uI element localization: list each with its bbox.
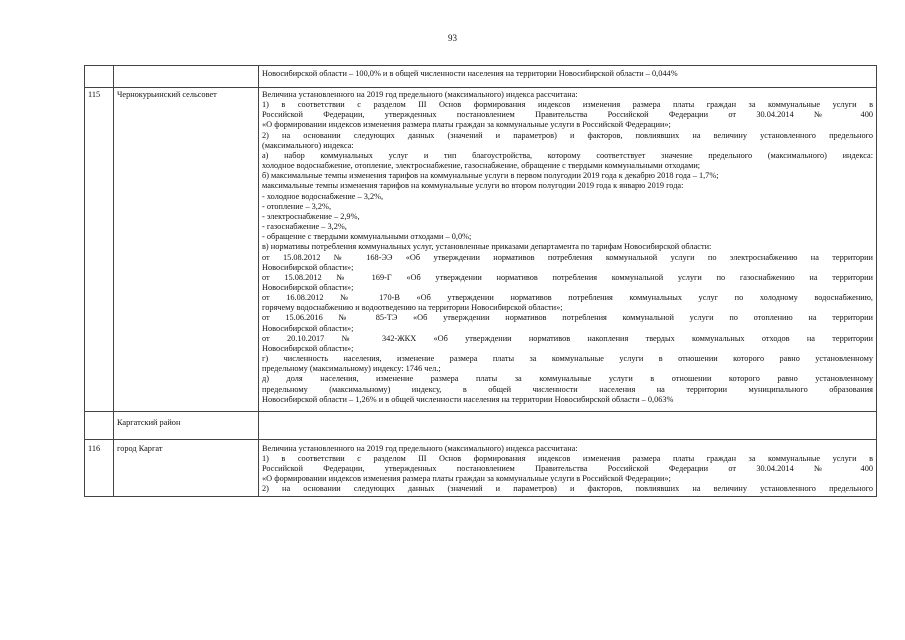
text-line: 2) на основании следующих данных (значений и параметров) и факторов, повлиявших на величину установленного предельного [262, 484, 873, 494]
municipality-cell: Чернокурьинский сельсовет [114, 88, 259, 412]
text-line: Новосибирской области»; [262, 282, 354, 292]
text-line: д) доля населения, изменение размера платы за коммунальные услуги в отношении которого равно установленному [262, 374, 873, 384]
district-name-cell: Каргатский район [114, 411, 259, 439]
text-line: горячему водоснабжению и водоотведению на территории Новосибирской области»; [262, 303, 563, 313]
text-line: Новосибирской области»; [262, 343, 354, 353]
text-line: от 16.08.2012 № 170-В «Об утверждении нормативов потребления коммунальных услуг по холодному водоснабжению, [262, 293, 873, 303]
description-cell [259, 88, 877, 412]
description-cell [259, 439, 877, 496]
text-line: Новосибирской области»; [262, 262, 354, 272]
text-line: предельному (максимальному) индексу, в общей численности населения на территории муниципального образования [262, 384, 873, 394]
text-line: «О формировании индексов изменения размера платы граждан за коммунальные услуги в Российской Федерации»; [262, 120, 671, 130]
index-table [84, 65, 877, 497]
text-line: Российской Федерации, утвержденных постановлением Правительства Российской Федерации от 30.04.2014 № 400 [262, 110, 873, 120]
text-line: от 20.10.2017 № 342-ЖКХ «Об утверждении нормативов накопления твердых коммунальных отходов на территории [262, 333, 873, 343]
text-line: предельному (максимальному) индексу: 1746 чел.; [262, 364, 441, 374]
description-cell [259, 66, 877, 88]
text-line: Новосибирской области – 1,26% и в общей численности населения на территории Новосибирской области – 0,063% [262, 394, 674, 404]
text-line: Российской Федерации, утвержденных постановлением Правительства Российской Федерации от 30.04.2014 № 400 [262, 464, 873, 474]
text-line: а) набор коммунальных услуг и тип благоустройства, которому соответствует значение предельного (максимального) индекса: [262, 150, 873, 160]
text-line: от 15.08.2012 № 169-Г «Об утверждении нормативов потребления коммунальной услуги по газоснабжению на территории [262, 272, 873, 282]
text-line: в) нормативы потребления коммунальных услуг, установленные приказами департамента по тарифам Новосибирской области: [262, 242, 712, 252]
text-line: 1) в соответствии с разделом III Основ формирования индексов изменения размера платы граждан за коммунальные услуги в [262, 454, 873, 463]
text-line: б) максимальные темпы изменения тарифов на коммунальные услуги в первом полугодии 2019 года к декабрю 2018 года – 1,7%; [262, 171, 719, 181]
description-cell [259, 411, 877, 439]
text-line: максимальные темпы изменения тарифов на коммунальные услуги во втором полугодии 2019 года к январю 2019 года: [262, 181, 684, 191]
text-line: Новосибирской области»; [262, 323, 354, 333]
text-line: «О формировании индексов изменения размера платы граждан за коммунальные услуги в Российской Федерации»; [262, 474, 671, 484]
municipality-cell [114, 66, 259, 88]
text-line: Величина установленного на 2019 год предельного (максимального) индекса рассчитана: [262, 443, 578, 453]
text-line: 1) в соответствии с разделом III Основ формирования индексов изменения размера платы граждан за коммунальные услуги в [262, 100, 873, 110]
text-line: (максимального) индекса: [262, 140, 354, 150]
row-number-cell: 116 [85, 439, 114, 496]
row-number-cell: 115 [85, 88, 114, 412]
text-line: холодное водоснабжение, отопление, электроснабжение, газоснабжение, обращение с твердыми коммунальными отходами; [262, 161, 701, 171]
table-row [85, 411, 877, 439]
row-number-cell [85, 66, 114, 88]
table-row [85, 66, 877, 88]
text-line: - электроснабжение – 2,9%, [262, 211, 360, 221]
text-line: - отопление – 3,2%, [262, 201, 332, 211]
table-row [85, 88, 877, 412]
text-line: г) численность населения, изменение размера платы за коммунальные услуги в отношении которого равно установленному [262, 354, 873, 364]
text-line: - газоснабжение – 3,2%, [262, 222, 347, 232]
table-row [85, 439, 877, 496]
page-number: 93 [448, 33, 457, 43]
text-line: - обращение с твердыми коммунальными отходами – 0,0%; [262, 232, 472, 242]
text-line: Величина установленного на 2019 год предельного (максимального) индекса рассчитана: [262, 90, 578, 99]
row-number-cell [85, 411, 114, 439]
municipality-cell: город Каргат [114, 439, 259, 496]
text-line: - холодное водоснабжение – 3,2%, [262, 191, 384, 201]
text-line: 2) на основании следующих данных (значений и параметров) и факторов, повлиявших на величину установленного предельного [262, 130, 873, 140]
text-line: Новосибирской области – 100,0% и в общей численности населения на территории Новосибирской области – 0,044% [262, 69, 678, 78]
text-line: от 15.08.2012 № 168-ЭЭ «Об утверждении нормативов потребления коммунальной услуги по электроснабжению на территории [262, 252, 873, 262]
text-line: от 15.06.2016 № 85-ТЭ «Об утверждении нормативов потребления коммунальной услуги по отоплению на территории [262, 313, 873, 323]
